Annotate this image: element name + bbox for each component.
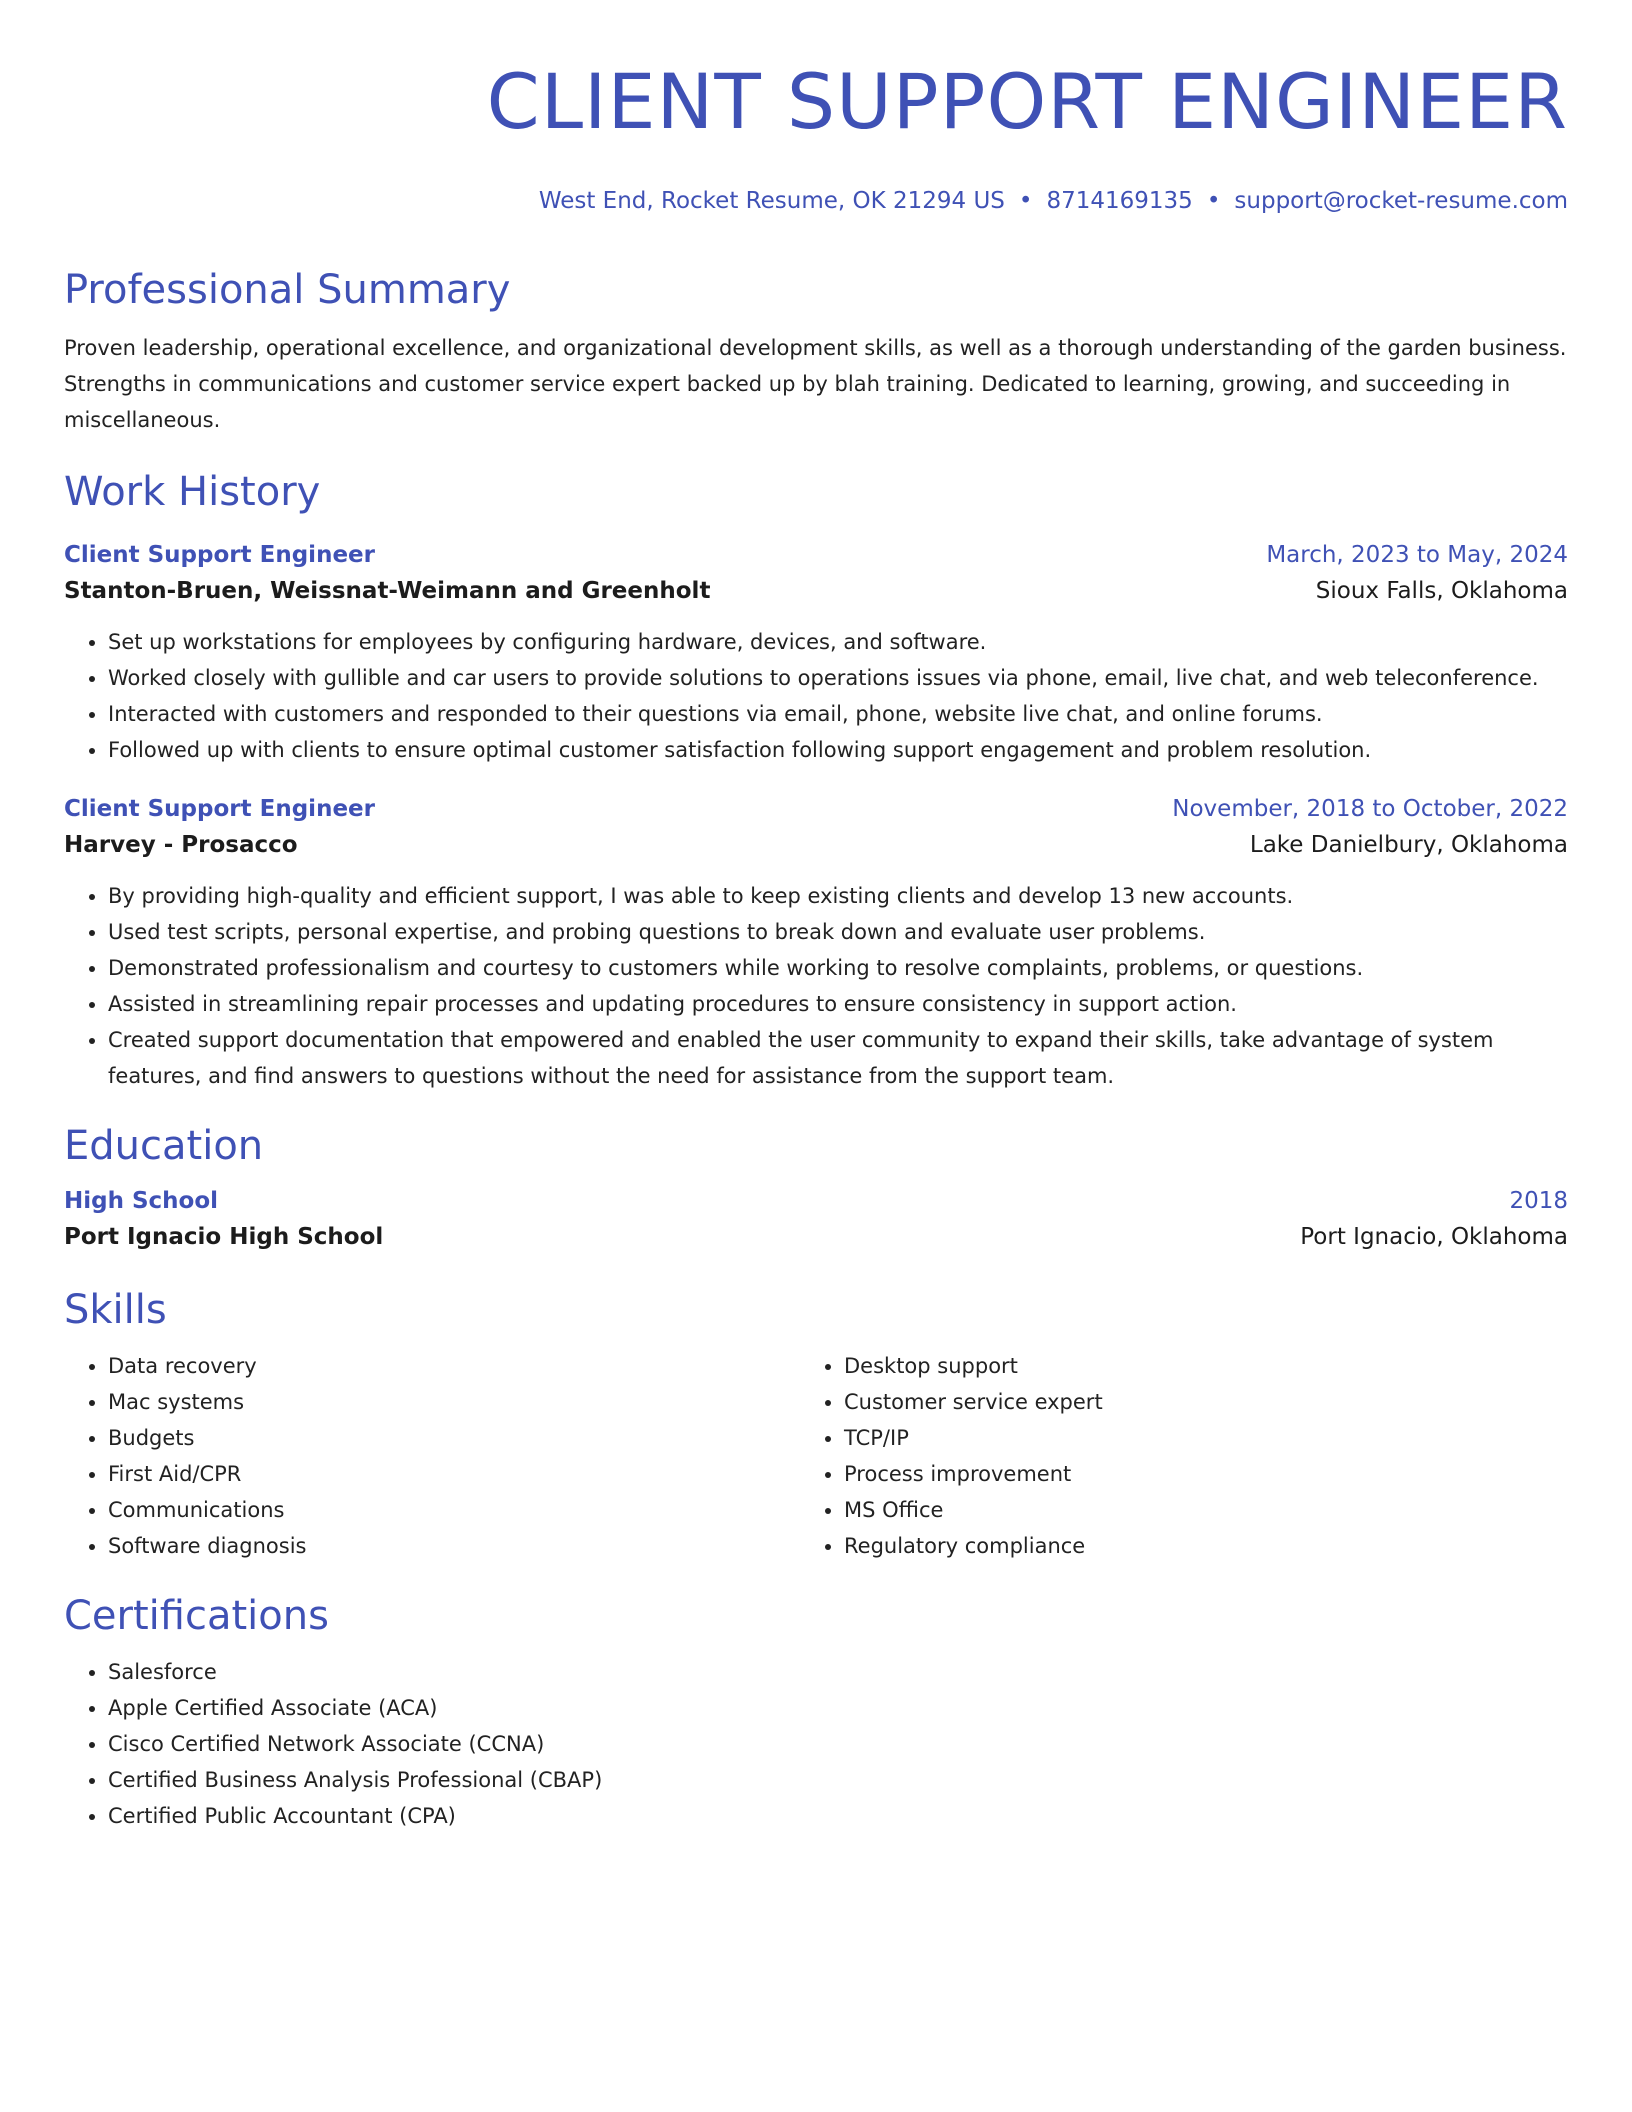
skill-item: • TCP/IP xyxy=(844,1420,1536,1456)
job-bullet: • Worked closely with gullible and car users to provide solutions to operations issues via phone, email, live chat, and web teleconference. xyxy=(108,660,1568,696)
work-history-heading: Work History xyxy=(64,469,321,515)
skill-item: • Customer service expert xyxy=(844,1384,1536,1420)
job-bullet: • Demonstrated professionalism and courtesy to customers while working to resolve complaints, problems, or questions. xyxy=(108,950,1568,986)
job-company-row xyxy=(64,826,1568,864)
skill-item: • Process improvement xyxy=(844,1456,1536,1492)
education-degree-row xyxy=(64,1184,1568,1218)
contact-phone: 8714169135 xyxy=(1046,188,1193,214)
job-location: Sioux Falls, Oklahoma xyxy=(1315,578,1568,604)
education-school-row xyxy=(64,1218,1568,1256)
certification-item: • Cisco Certified Network Associate (CCNA) xyxy=(108,1726,1568,1762)
job-title: Client Support Engineer xyxy=(64,542,375,568)
job-company: Stanton-Bruen, Weissnat-Weimann and Greenholt xyxy=(64,578,711,604)
contact-separator: • xyxy=(1018,188,1033,214)
job-bullet: • Set up workstations for employees by configuring hardware, devices, and software. xyxy=(108,624,1568,660)
job-title: Client Support Engineer xyxy=(64,796,375,822)
job-bullet: • Assisted in streamlining repair processes and updating procedures to ensure consistency in support action. xyxy=(108,986,1568,1022)
job-entry xyxy=(64,538,1568,768)
candidate-title: CLIENT SUPPORT ENGINEER xyxy=(486,57,1568,146)
education-year: 2018 xyxy=(1509,1188,1568,1214)
job-bullet: • Followed up with clients to ensure optimal customer satisfaction following support engagement and problem resolution. xyxy=(108,732,1568,768)
education-location: Port Ignacio, Oklahoma xyxy=(1300,1224,1568,1250)
skill-item: • Budgets xyxy=(108,1420,800,1456)
job-title-row xyxy=(64,792,1568,826)
job-company-row xyxy=(64,572,1568,610)
skills-heading: Skills xyxy=(64,1287,167,1333)
job-bullet: • Created support documentation that empowered and enabled the user community to expand their skills, take advantage of system features, and find answers to questions without the need for assistance from the support team. xyxy=(108,1022,1568,1094)
certification-item: • Certified Business Analysis Professional (CBAP) xyxy=(108,1762,1568,1798)
certifications-list xyxy=(64,1654,1568,1834)
skills-list-right xyxy=(800,1348,1536,1564)
skills-columns xyxy=(64,1348,1568,1564)
education-degree: High School xyxy=(64,1188,219,1214)
job-bullets xyxy=(64,624,1568,768)
certification-item: • Certified Public Accountant (CPA) xyxy=(108,1798,1568,1834)
contact-address: West End, Rocket Resume, OK 21294 US xyxy=(538,188,1005,214)
education-heading: Education xyxy=(64,1123,264,1169)
job-location: Lake Danielbury, Oklahoma xyxy=(1249,832,1568,858)
certification-item: • Salesforce xyxy=(108,1654,1568,1690)
skill-item: • Regulatory compliance xyxy=(844,1528,1536,1564)
skill-item: • Desktop support xyxy=(844,1348,1536,1384)
skill-item: • Data recovery xyxy=(108,1348,800,1384)
summary-heading: Professional Summary xyxy=(64,267,511,313)
education-school: Port Ignacio High School xyxy=(64,1224,384,1250)
contact-separator: • xyxy=(1206,188,1221,214)
skills-list-left xyxy=(64,1348,800,1564)
skill-item: • Software diagnosis xyxy=(108,1528,800,1564)
job-bullet: • By providing high-quality and efficient support, I was able to keep existing clients and develop 13 new accounts. xyxy=(108,878,1568,914)
contact-line xyxy=(64,186,1568,216)
certifications-heading: Certifications xyxy=(64,1593,329,1639)
job-company: Harvey - Prosacco xyxy=(64,832,298,858)
job-dates: March, 2023 to May, 2024 xyxy=(1266,542,1568,568)
job-dates: November, 2018 to October, 2022 xyxy=(1172,796,1568,822)
skill-item: • First Aid/CPR xyxy=(108,1456,800,1492)
job-entry xyxy=(64,792,1568,1094)
skill-item: • MS Office xyxy=(844,1492,1536,1528)
job-title-row xyxy=(64,538,1568,572)
job-bullets xyxy=(64,878,1568,1094)
skill-item: • Communications xyxy=(108,1492,800,1528)
contact-email: support@rocket-resume.com xyxy=(1234,188,1568,214)
skill-item: • Mac systems xyxy=(108,1384,800,1420)
education-entry xyxy=(64,1184,1568,1256)
job-bullet: • Used test scripts, personal expertise, and probing questions to break down and evaluate user problems. xyxy=(108,914,1568,950)
summary-text: Proven leadership, operational excellence, and organizational development skills, as well as a thorough understanding of the garden business. Strengths in communications and customer service expert backed up by blah training. Dedicated to learning, growing, and succeeding in miscellaneous. xyxy=(64,336,1567,432)
resume-header xyxy=(64,56,1568,216)
job-bullet: • Interacted with customers and responded to their questions via email, phone, website live chat, and online forums. xyxy=(108,696,1568,732)
certification-item: • Apple Certified Associate (ACA) xyxy=(108,1690,1568,1726)
